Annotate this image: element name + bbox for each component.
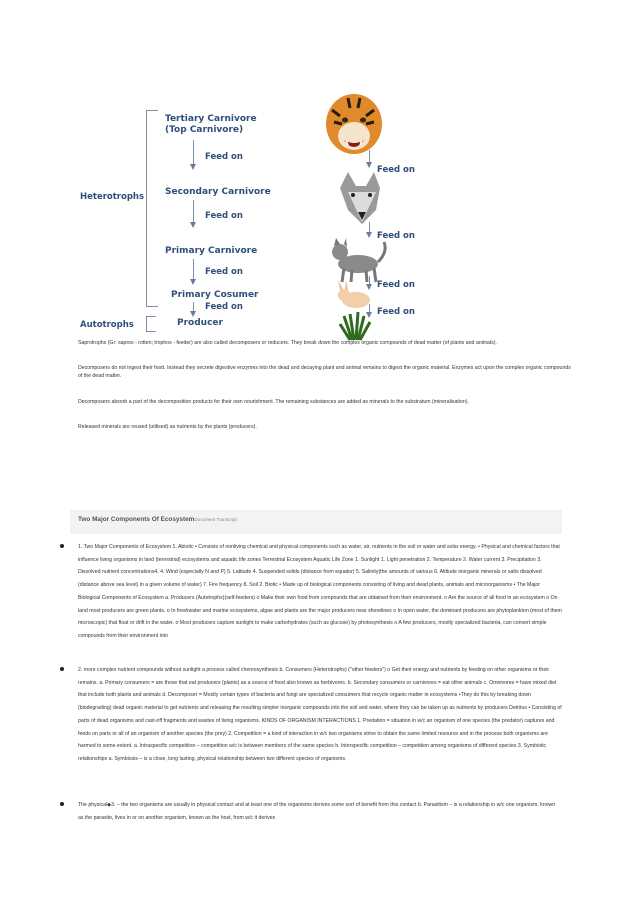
transcript-block-1: 1. Two Major Components of Ecosystem 1. Abiotic • Consists of nonliving chemical and physical components such as water, air, nutrients in the soil or water and solar energy. • Physical and chemical factors that influence living organisms in land (terrestrial) ecosystems and aquatic life zones Terrestrial Ecosystem Aquatic Life Zone 1. Sunlight 1. Light penetration 2. Temperature 2. Water current 3. Precipitation 3. Dissolved nutrient concentrations4. 4. Wind (especially N and P) 5. Latitude 4. Suspended solids (distance from equator) 5. Salinity(the amounts of various 6. Altitude inorganic minerals or salts dissolved (distance above sea level) in a given volume of water) 7. Fire frequency 8. Soil 2. Biotic • Made up of biological components consisting of living and dead plants, animals and microorganisms • The Major Biological Components of Ecosystem a. Producers (Autotrophs)(self-feeders) o Make their own food from compounds that are obtained from their environment. o Are the source of all food in an ecosystem o On land most producers are green plants. o In freshwater and marine ecosystems, algae and plants are the major producers near shorelines o In open water, the dominant producers are phytoplankton (most of them microscopic) that float or drift in the water. o Most producers capture sunlight to make carbohydrates (such as glucose) by photosynthesis o A few producers, mostly specialized bacteria, can convert simple compounds from their environment into [78, 544, 562, 639]
section-subtitle: Document Transcript [194, 517, 237, 522]
feed-on-label-3: Feed on [205, 267, 243, 277]
arrow-head-4 [190, 311, 196, 317]
cat-illustration [332, 238, 385, 282]
right-arrow-head-3 [366, 284, 372, 290]
right-arrow-head-2 [366, 232, 372, 238]
feed-on-label-1: Feed on [205, 152, 243, 162]
paragraph-decomposers: Decomposers do not ingest their food. Instead they secrete digestive enzymes into the dead and decaying plant and animal remains to digest the organic material. Enzymes act upon the complex organic compounds of the dead matter. [78, 365, 571, 379]
paragraph-saprotrophs: Saprotrophs (Gr: sapros - rotten; trophos - feeder) are also called decomposers or reducers. They break down the complex organic compounds of dead matter (of plants and animals). [78, 340, 497, 346]
bullet-1 [60, 544, 64, 548]
transcript-block-3: The physical◆3. – the two organisms are usually in physical contact and at least one of the organisms derives some sort of benefit from this contact b. Parasitism – is a relationship in w/c one organism, known as the parasite, lives in or on another organism, known as the host, from w/c it derives [78, 802, 556, 821]
bracket-bottom-tick [146, 306, 158, 307]
right-feed-on-2: Feed on [377, 231, 415, 241]
right-arrow-head-4 [366, 312, 372, 318]
bullet-2 [60, 667, 64, 671]
arrow-head-1 [190, 164, 196, 170]
tiger-illustration [326, 94, 382, 154]
autotroph-bottom-tick [146, 331, 156, 332]
paragraph-released: Released minerals are reused (utilised) as nutrients by the plants (producers). [78, 424, 257, 430]
transcript-block-2: 2. more complex nutrient compounds without sunlight a process called chemosynthesis b. Consumers (Heterotrophs) ("other feeders") o Get their energy and nutrients by feeding on other organisms or their remains. a. Primary consumers = are those that eat producers (plants) as a source of food also known as herbivores. b. Secondary consumers or carnivores = eat other animals c. Omnivores = have mixed diet that include both plants and animals d. Decomposer = Mostly certain types of bacteria and fungi are specialized consumers that recycle organic matter in ecosystems •They do this by breaking down (biodegrading) dead organic material to get nutrients and releasing the resulting simpler inorganic compounds into the soil and water, where they can be taken up as nutrients by producers Detritus • Consisting of parts of dead organisms and cast-off fragments and wastes of living organisms. KINDS OF ORGANISM INTERACTIONS 1. Predation = situation in w/c an organism of one species (the predator) captures and feeds on parts or all of an organism of another species (the prey) 2. Competition = a kind of interaction in w/c two organisms strive to obtain the same limited resource and in the process both organisms are harmed to some extent. a. Intraspecific competition – competition w/c is between members of the same species b. Interspecific competition – competition among organisms of different species 3. Symbiotic relationships a. Symbiosis – is a close, long lasting, physical relationship between two different species of organisms. [78, 667, 562, 762]
bullet-3 [60, 802, 64, 806]
primary-consumer-label: Primary Cosumer [171, 290, 259, 300]
heterotrophs-bracket [146, 110, 147, 306]
arrow-head-2 [190, 222, 196, 228]
right-feed-on-4: Feed on [377, 307, 415, 317]
section-title-text: Two Major Components Of Ecosystem [78, 516, 195, 523]
section-title [78, 516, 237, 523]
right-arrow-head-1 [366, 162, 372, 168]
tertiary-carnivore-label: Tertiary Carnivore (Top Carnivore) [165, 114, 257, 135]
secondary-carnivore-label: Secondary Carnivore [165, 187, 271, 197]
right-feed-on-3: Feed on [377, 280, 415, 290]
feed-on-label-4: Feed on [205, 302, 243, 312]
right-feed-on-1: Feed on [377, 165, 415, 175]
paragraph-absorb: Decomposers absorb a part of the decomposition products for their own nourishment. The remaining substances are added as minerals to the substratum (mineralisation). [78, 399, 469, 405]
arrow-shaft-1 [193, 140, 194, 166]
arrow-head-3 [190, 279, 196, 285]
producer-label: Producer [177, 318, 223, 328]
arrow-shaft-3 [193, 259, 194, 281]
autotroph-top-tick [146, 316, 156, 317]
heterotrophs-label: Heterotrophs [80, 192, 145, 202]
bracket-top-tick [146, 110, 158, 111]
feed-on-label-2: Feed on [205, 211, 243, 221]
autotrophs-bracket [146, 316, 147, 332]
arrow-shaft-2 [193, 200, 194, 224]
wolf-illustration [340, 172, 380, 224]
primary-carnivore-label: Primary Carnivore [165, 246, 258, 256]
autotrophs-label: Autotrophs [80, 320, 134, 330]
